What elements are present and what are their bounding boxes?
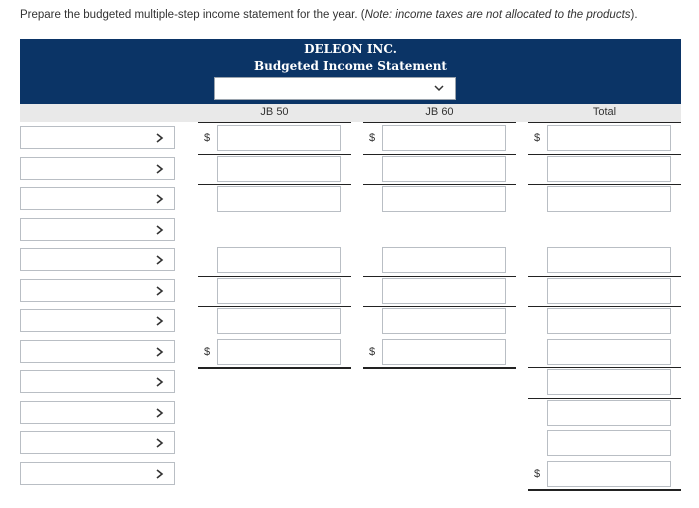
line-item-select[interactable] — [20, 431, 175, 454]
chevron-right-icon — [155, 133, 164, 143]
amount-input-jb60[interactable] — [382, 278, 506, 304]
chevron-right-icon — [155, 377, 164, 387]
chevron-right-icon — [155, 316, 164, 326]
chevron-right-icon — [155, 347, 164, 357]
subtotal-rule — [528, 306, 681, 307]
chevron-right-icon — [155, 286, 164, 296]
line-item-select[interactable] — [20, 370, 175, 393]
line-item-select[interactable] — [20, 309, 175, 332]
line-item-select[interactable] — [20, 248, 175, 271]
column-underline-jb60 — [363, 122, 516, 123]
amount-input-total[interactable] — [547, 247, 671, 273]
amount-input-jb50[interactable] — [217, 339, 341, 365]
amount-input-total[interactable] — [547, 308, 671, 334]
amount-input-jb50[interactable] — [217, 278, 341, 304]
subtotal-rule — [363, 154, 516, 155]
currency-symbol-total: $ — [534, 467, 541, 480]
amount-input-total[interactable] — [547, 125, 671, 151]
currency-symbol-jb60: $ — [369, 345, 376, 358]
amount-input-jb50[interactable] — [217, 186, 341, 212]
instruction-end: ). — [630, 9, 638, 21]
chevron-right-icon — [155, 225, 164, 235]
chevron-right-icon — [155, 255, 164, 265]
chevron-down-icon — [433, 82, 445, 94]
subtotal-rule — [198, 184, 351, 185]
column-header-jb50: JB 50 — [260, 106, 289, 118]
amount-input-jb60[interactable] — [382, 125, 506, 151]
currency-symbol-total: $ — [534, 132, 541, 144]
subtotal-rule — [198, 154, 351, 155]
chevron-right-icon — [155, 408, 164, 418]
line-item-select[interactable] — [20, 340, 175, 363]
period-select[interactable] — [214, 77, 456, 100]
amount-input-total[interactable] — [547, 156, 671, 182]
line-item-select[interactable] — [20, 279, 175, 302]
company-name: DELEON INC. — [304, 42, 397, 56]
currency-symbol-jb50: $ — [204, 345, 211, 358]
subtotal-rule — [363, 306, 516, 307]
currency-symbol-jb60: $ — [369, 132, 376, 144]
total-rule-total — [528, 489, 681, 491]
amount-input-total[interactable] — [547, 369, 671, 395]
chevron-right-icon — [155, 164, 164, 174]
amount-input-total[interactable] — [547, 400, 671, 426]
instruction-note-label: Note: — [364, 9, 393, 21]
line-item-select[interactable] — [20, 187, 175, 210]
subtotal-rule — [528, 398, 681, 399]
chevron-right-icon — [155, 194, 164, 204]
column-header-jb60: JB 60 — [425, 106, 454, 118]
instruction-text: Prepare the budgeted multiple-step income statement for the year. ( — [20, 9, 365, 21]
currency-symbol-jb50: $ — [204, 132, 211, 144]
amount-input-jb50[interactable] — [217, 156, 341, 182]
amount-input-jb60[interactable] — [382, 156, 506, 182]
amount-input-total[interactable] — [547, 186, 671, 212]
subtotal-rule — [363, 184, 516, 185]
amount-input-jb60[interactable] — [382, 308, 506, 334]
column-header-total: Total — [592, 106, 617, 118]
amount-input-jb50[interactable] — [217, 308, 341, 334]
amount-input-total[interactable] — [547, 339, 671, 365]
subtotal-rule — [363, 276, 516, 277]
amount-input-jb60[interactable] — [382, 339, 506, 365]
statement-title: Budgeted Income Statement — [254, 59, 447, 73]
line-item-select[interactable] — [20, 401, 175, 424]
chevron-right-icon — [155, 438, 164, 448]
subtotal-rule — [198, 276, 351, 277]
instructions — [20, 9, 638, 21]
line-item-select[interactable] — [20, 157, 175, 180]
subtotal-rule — [528, 367, 681, 368]
statement-header — [20, 39, 681, 104]
amount-input-jb50[interactable] — [217, 125, 341, 151]
chevron-right-icon — [155, 469, 164, 479]
subtotal-rule — [528, 276, 681, 277]
line-item-select[interactable] — [20, 218, 175, 241]
amount-input-jb60[interactable] — [382, 186, 506, 212]
amount-input-total[interactable] — [547, 461, 671, 487]
column-underline-jb50 — [198, 122, 351, 123]
instruction-note-text: income taxes are not allocated to the products — [392, 9, 631, 21]
amount-input-jb50[interactable] — [217, 247, 341, 273]
total-rule-jb50 — [198, 367, 351, 369]
amount-input-total[interactable] — [547, 278, 671, 304]
subtotal-rule — [198, 306, 351, 307]
line-item-select[interactable] — [20, 462, 175, 485]
column-underline-total — [528, 122, 681, 123]
subtotal-rule — [528, 184, 681, 185]
amount-input-jb60[interactable] — [382, 247, 506, 273]
amount-input-total[interactable] — [547, 430, 671, 456]
subtotal-rule — [528, 154, 681, 155]
line-item-select[interactable] — [20, 126, 175, 149]
total-rule-jb60 — [363, 367, 516, 369]
instruction-note — [365, 9, 631, 21]
